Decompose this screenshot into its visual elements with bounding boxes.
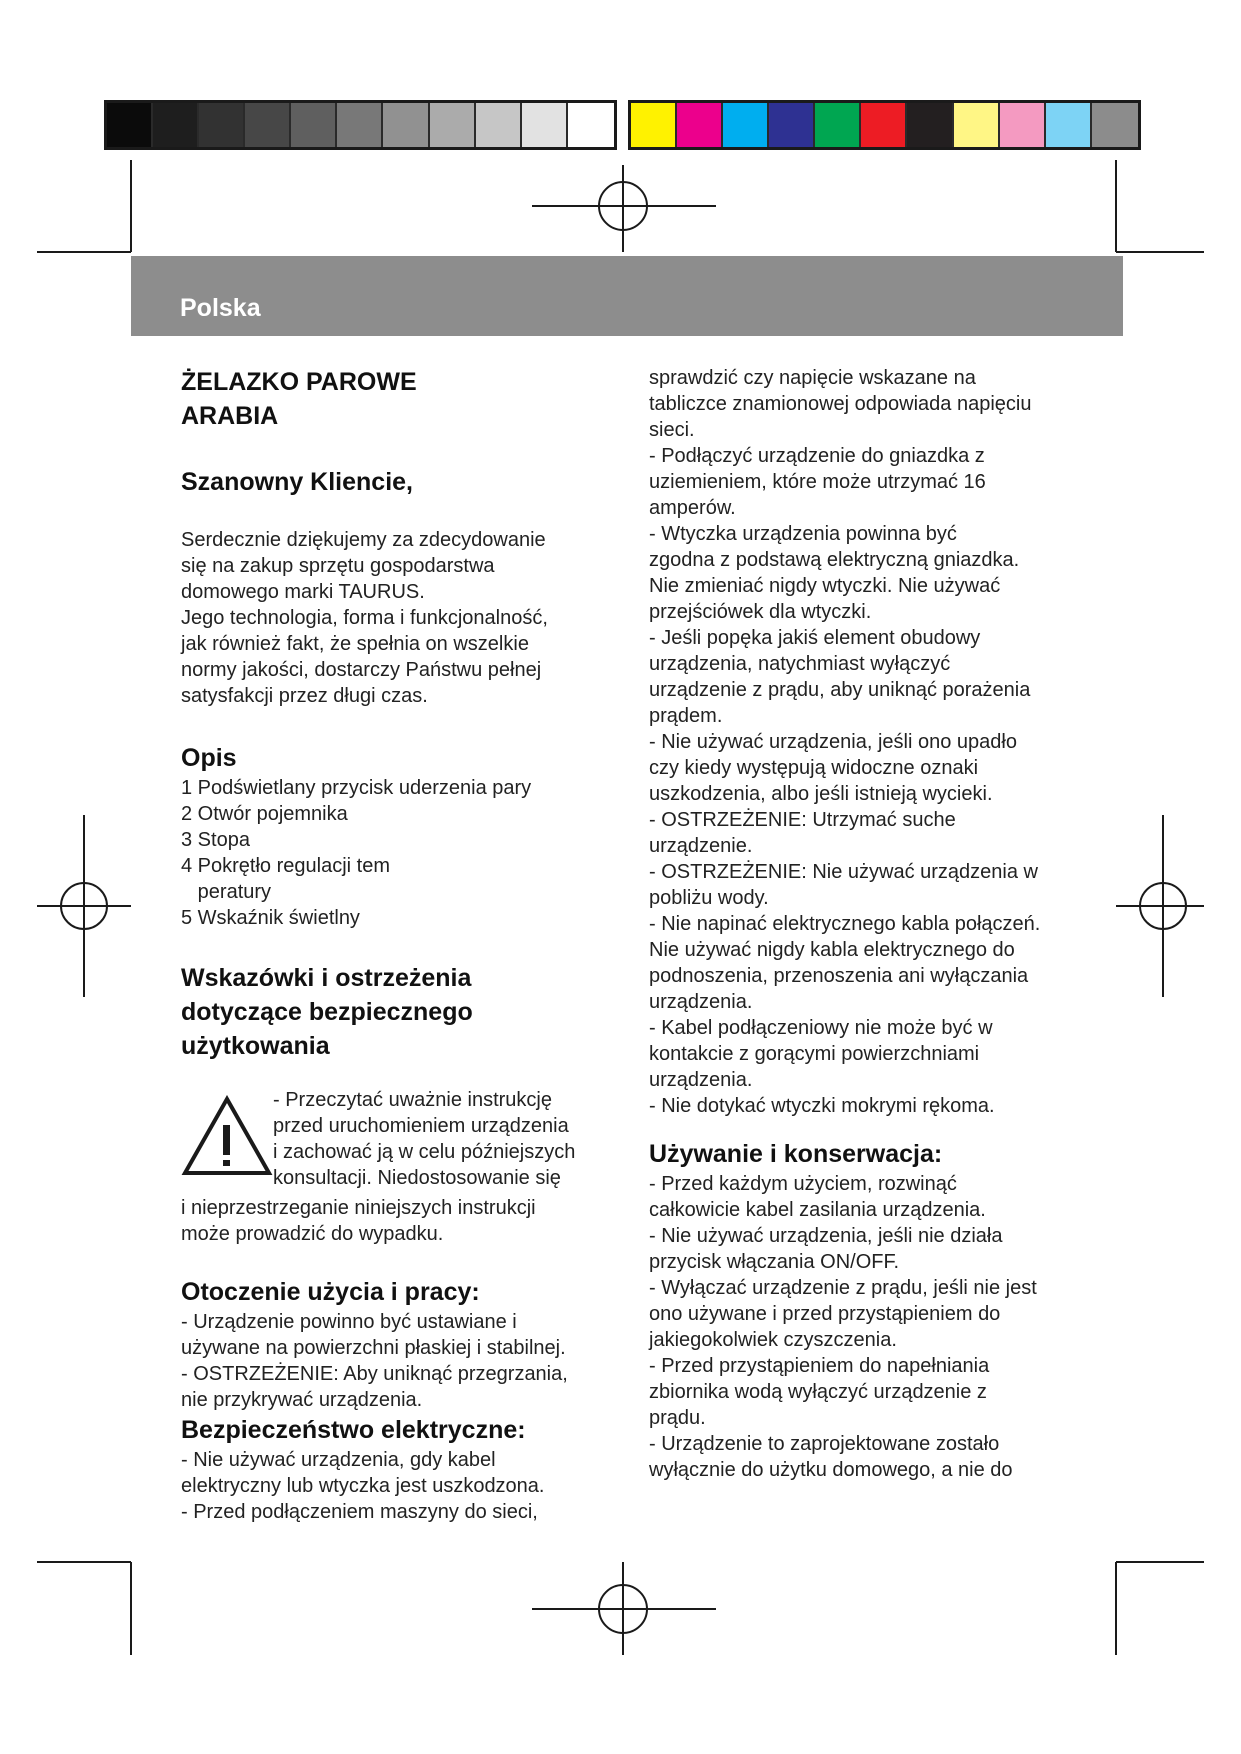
safety-heading	[181, 961, 621, 1063]
intro-line: domowego marki TAURUS.	[181, 581, 425, 603]
body-line: sprawdzić czy napięcie wskazane na	[649, 367, 976, 389]
body-line: - Przed każdym użyciem, rozwinąć	[649, 1173, 957, 1195]
body-line: - Wtyczka urządzenia powinna być	[649, 523, 957, 545]
safety-heading-line: dotyczące bezpiecznego	[181, 998, 473, 1026]
body-line: Nie zmieniać nigdy wtyczki. Nie używać	[649, 575, 1001, 597]
description-heading: Opis	[181, 744, 237, 772]
list-item: 3 Stopa	[181, 829, 250, 851]
body-line: - Kabel podłączeniowy nie może być w	[649, 1017, 993, 1039]
document-title-line: ŻELAZKO PAROWE	[181, 368, 417, 396]
left-column	[181, 365, 621, 1525]
warning-line: przed uruchomieniem urządzenia	[273, 1115, 569, 1137]
intro-line: Jego technologia, forma i funkcjonalność,	[181, 607, 548, 629]
body-line: - Przed przystąpieniem do napełniania	[649, 1355, 990, 1377]
usage-heading: Używanie i konserwacja:	[649, 1140, 943, 1168]
document-title-line: ARABIA	[181, 402, 279, 430]
body-line: pobliżu wody.	[649, 887, 769, 909]
registration-target-bottom	[532, 1562, 716, 1655]
intro-line: Serdecznie dziękujemy za zdecydowanie	[181, 529, 546, 551]
electrical-line: elektryczny lub wtyczka jest uszkodzona.	[181, 1475, 545, 1497]
warning-block	[181, 1087, 621, 1207]
body-line: sieci.	[649, 419, 695, 441]
body-line: - OSTRZEŻENIE: Utrzymać suche	[649, 809, 956, 831]
warning-line: i nieprzestrzeganie niniejszych instrukcji	[181, 1197, 536, 1219]
body-line: - Jeśli popęka jakiś element obudowy	[649, 627, 981, 649]
body-line: urządzenie z prądu, aby uniknąć porażenia	[649, 679, 1031, 701]
body-line: urządzenia.	[649, 1069, 753, 1091]
electrical-heading: Bezpieczeństwo elektryczne:	[181, 1416, 526, 1444]
body-line: - Podłączyć urządzenie do gniazdka z	[649, 445, 985, 467]
intro-line: satysfakcji przez długi czas.	[181, 685, 428, 707]
body-line: prądem.	[649, 705, 723, 727]
body-line: ono używane i przed przystąpieniem do	[649, 1303, 1001, 1325]
warning-line: konsultacji. Niedostosowanie się	[273, 1167, 561, 1189]
right-text-b	[649, 1171, 1089, 1483]
body-line: wyłącznie do użytku domowego, a nie do	[649, 1459, 1013, 1481]
body-line: - Urządzenie to zaprojektowane zostało	[649, 1433, 1000, 1455]
intro-line: normy jakości, dostarczy Państwu pełnej	[181, 659, 542, 681]
body-line: jakiegokolwiek czyszczenia.	[649, 1329, 897, 1351]
list-item: peratury	[181, 881, 272, 903]
registration-target-right	[1116, 815, 1204, 997]
document-title	[181, 365, 621, 433]
body-line: urządzenie.	[649, 835, 753, 857]
body-line: - Wyłączać urządzenie z prądu, jeśli nie jest	[649, 1277, 1037, 1299]
intro-line: się na zakup sprzętu gospodarstwa	[181, 555, 495, 577]
body-line: czy kiedy występują widoczne oznaki	[649, 757, 979, 779]
body-line: przejściówek dla wtyczki.	[649, 601, 872, 623]
body-line: zbiornika wodą wyłączyć urządzenie z	[649, 1381, 987, 1403]
body-line: uziemieniem, które może utrzymać 16	[649, 471, 986, 493]
warning-text	[273, 1087, 623, 1191]
language-header-band	[131, 256, 1123, 336]
body-line: urządzenia, natychmiast wyłączyć	[649, 653, 951, 675]
environment-line: - OSTRZEŻENIE: Aby uniknąć przegrzania,	[181, 1363, 568, 1385]
body-line: tabliczce znamionowej odpowiada napięciu	[649, 393, 1032, 415]
environment-list	[181, 1309, 621, 1413]
warning-triangle-icon	[181, 1095, 273, 1177]
language-title: Polska	[180, 294, 261, 322]
right-text-a	[649, 365, 1089, 1119]
registration-target-top	[532, 165, 716, 252]
environment-line: używane na powierzchni płaskiej i stabilnej.	[181, 1337, 566, 1359]
body-line: całkowicie kabel zasilania urządzenia.	[649, 1199, 986, 1221]
body-line: urządzenia.	[649, 991, 753, 1013]
greeting-heading: Szanowny Kliencie,	[181, 468, 414, 496]
body-line: zgodna z podstawą elektryczną gniazdka.	[649, 549, 1020, 571]
safety-heading-line: Wskazówki i ostrzeżenia	[181, 964, 472, 992]
body-line: - OSTRZEŻENIE: Nie używać urządzenia w	[649, 861, 1038, 883]
body-line: - Nie dotykać wtyczki mokrymi rękoma.	[649, 1095, 995, 1117]
body-line: - Nie używać urządzenia, jeśli ono upadło	[649, 731, 1017, 753]
right-column	[649, 365, 1089, 1483]
body-line: przycisk włączania ON/OFF.	[649, 1251, 900, 1273]
environment-line: nie przykrywać urządzenia.	[181, 1389, 423, 1411]
body-line: amperów.	[649, 497, 736, 519]
body-line: - Nie używać urządzenia, jeśli nie działa	[649, 1225, 1003, 1247]
body-line: podnoszenia, przenoszenia ani wyłączania	[649, 965, 1029, 987]
description-list	[181, 775, 621, 931]
list-item: 5 Wskaźnik świetlny	[181, 907, 360, 929]
registration-target-left	[37, 815, 131, 997]
body-line: kontakcie z gorącymi powierzchniami	[649, 1043, 980, 1065]
body-line: Nie używać nigdy kabla elektrycznego do	[649, 939, 1015, 961]
electrical-line: - Nie używać urządzenia, gdy kabel	[181, 1449, 496, 1471]
list-item: 4 Pokrętło regulacji tem	[181, 855, 390, 877]
body-line: prądu.	[649, 1407, 706, 1429]
list-item: 2 Otwór pojemnika	[181, 803, 348, 825]
list-item: 1 Podświetlany przycisk uderzenia pary	[181, 777, 532, 799]
warning-line: i zachować ją w celu późniejszych	[273, 1141, 576, 1163]
environment-line: - Urządzenie powinno być ustawiane i	[181, 1311, 517, 1333]
intro-line: jak również fakt, że spełnia on wszelkie	[181, 633, 529, 655]
body-line: uszkodzenia, albo jeśli istnieją wycieki.	[649, 783, 993, 805]
intro-paragraph	[181, 527, 621, 709]
warning-line: - Przeczytać uważnie instrukcję	[273, 1089, 552, 1111]
electrical-line: - Przed podłączeniem maszyny do sieci,	[181, 1501, 538, 1523]
environment-heading: Otoczenie użycia i pracy:	[181, 1278, 480, 1306]
body-line: - Nie napinać elektrycznego kabla połączeń.	[649, 913, 1041, 935]
electrical-list	[181, 1447, 621, 1525]
warning-line: może prowadzić do wypadku.	[181, 1223, 444, 1245]
safety-heading-line: użytkowania	[181, 1032, 330, 1060]
